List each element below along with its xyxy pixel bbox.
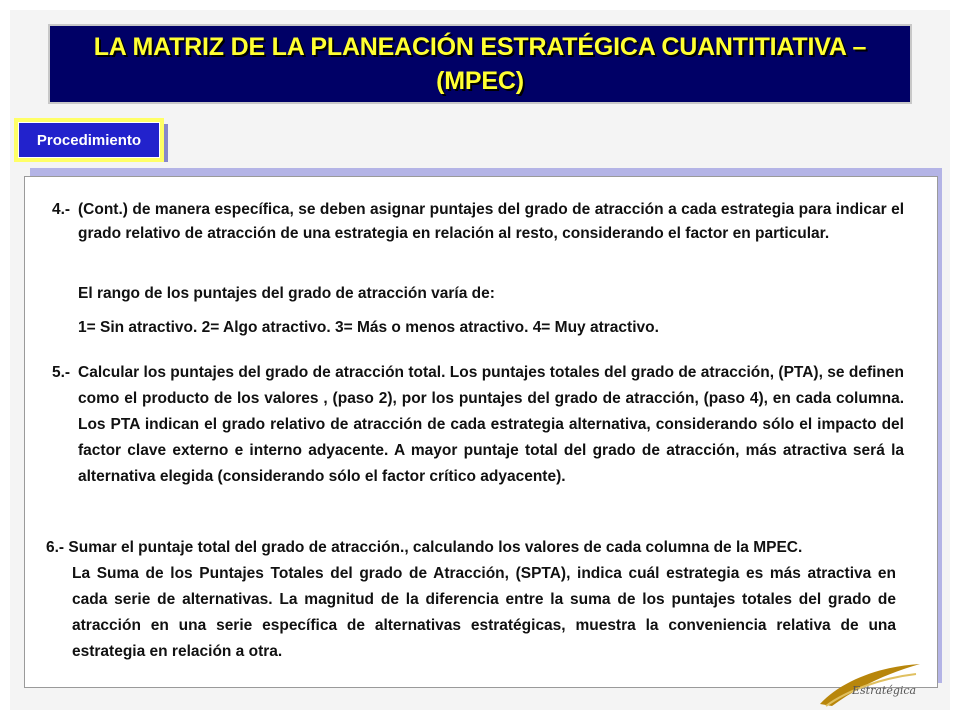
step-6-body <box>72 561 896 665</box>
title-line-2: (MPEC) <box>436 67 524 95</box>
logo-text: Estratégica <box>852 684 917 697</box>
step-5-text: Calcular los puntajes del grado de atracción total. Los puntajes totales del grado de atracción, (PTA), se definen como el producto de los valores , (paso 2), por los puntajes del grado de atracción, (paso 4), en cada columna. Los PTA indican el grado relativo de atracción de cada estrategia alternativa, considerando sólo el impacto del factor clave externo e interno adyacente. A mayor puntaje total del grado de atracción, más atractiva será la alternativa elegida (considerando sólo el factor crítico adyacente). <box>78 364 904 485</box>
procedure-tab-label: Procedimiento <box>36 131 142 149</box>
step-6-text: La Suma de los Puntajes Totales del grado de Atracción, (SPTA), indica cuál estrategia es más atractiva en cada serie de alternativas. La magnitud de la diferencia entre la suma de los puntajes totales del grado de atracción en una serie específica de alternativas estratégicas, muestra la conveniencia relativa de una estrategia en relación a otra. <box>72 565 896 660</box>
step-4 <box>52 198 904 246</box>
step-5 <box>52 360 904 490</box>
step-6-number: 6.- <box>46 539 65 556</box>
step-4-text: (Cont.) de manera específica, se deben asignar puntajes del grado de atracción a cada estrategia para indicar el grado relativo de atracción de una estrategia en relación al resto, considerando el factor en particular. <box>78 201 904 242</box>
step-4-scale: 1= Sin atractivo. 2= Algo atractivo. 3= Más o menos atractivo. 4= Muy atractivo. <box>78 319 659 336</box>
step-6-first-line: Sumar el puntaje total del grado de atracción., calculando los valores de cada columna de la MPEC. <box>68 539 803 556</box>
step-5-number: 5.- <box>52 364 71 381</box>
title-line-1: LA MATRIZ DE LA PLANEACIÓN ESTRATÉGICA CUANTITIATIVA – <box>93 33 867 61</box>
step-6 <box>46 536 906 560</box>
step-4-range-label: El rango de los puntajes del grado de atracción varía de: <box>78 285 495 302</box>
step-4-number: 4.- <box>52 201 71 218</box>
